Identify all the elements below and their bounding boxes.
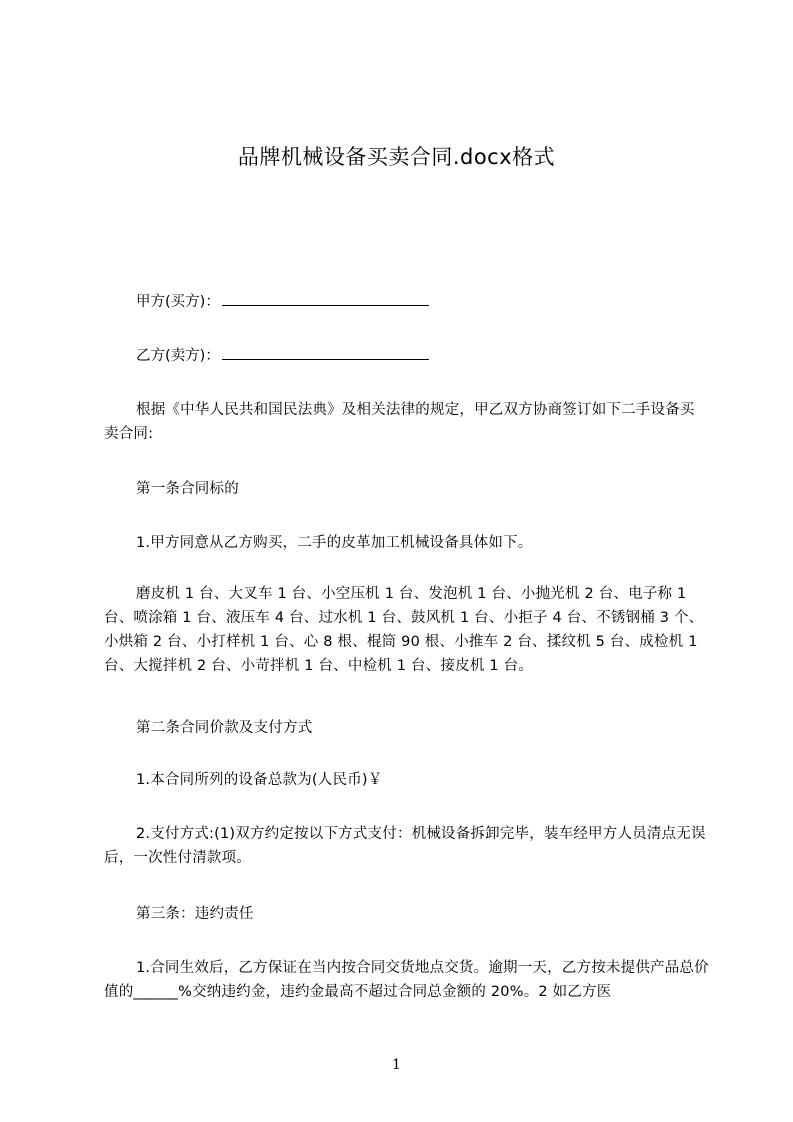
article1-heading: 第一条合同标的: [136, 481, 239, 497]
party-b-label: 乙方(卖方)：: [136, 348, 220, 364]
page-number: 1: [392, 1057, 401, 1073]
article3-item1: 1.合同生效后，乙方保证在当内按合同交货地点交货。逾期一天，乙方按未提供产品总价值的______%交纳违约金，违约金最高不超过合同总金额的 20%。2 如乙方医: [104, 960, 709, 1000]
article3-heading: 第三条：违约责任: [136, 906, 254, 922]
party-a-blank: [222, 289, 429, 306]
party-a-line: [136, 289, 429, 314]
article2-item2: 2.支付方式:(1)双方约定按以下方式支付：机械设备拆卸完毕，装车经甲方人员清点无误后，一次性付清款项。: [104, 826, 706, 866]
equipment-list-paragraph: 磨皮机 1 台、大叉车 1 台、小空压机 1 台、发泡机 1 台、小抛光机 2 台、电子称 1 台、喷涂箱 1 台、液压车 4 台、过水机 1 台、鼓风机 1 台、小拒子 4 台、不锈钢桶 3 个、小烘箱 2 台、小打样机 1 台、心 8 根、棍筒 90 根、小推车 2 台、揉纹机 5 台、成检机 1 台、大搅拌机 2 台、小苛拌机 1 台、中检机 1 台、接皮机 1 台。: [104, 586, 704, 674]
document-title: 品牌机械设备买卖合同.docx格式: [237, 145, 556, 169]
article1-item1: 1.甲方同意从乙方购买，二手的皮革加工机械设备具体如下。: [136, 535, 533, 551]
party-b-blank: [222, 343, 429, 360]
intro-paragraph: 根据《中华人民共和国民法典》及相关法律的规定，甲乙双方协商签订如下二手设备买卖合同:: [104, 402, 695, 442]
party-b-line: [136, 343, 429, 368]
article2-heading: 第二条合同价款及支付方式: [136, 720, 313, 736]
party-a-label: 甲方(买方)：: [136, 294, 220, 310]
article2-item1: 1.本合同所列的设备总款为(人民币)￥: [136, 772, 383, 788]
